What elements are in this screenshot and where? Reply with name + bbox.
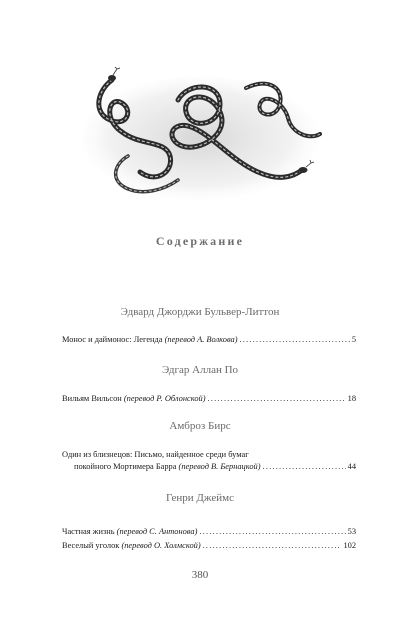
- entry-title: Частная жизнь: [62, 527, 115, 536]
- entry-title: Один из близнецов: Письмо, найденное среди бумаг: [62, 450, 249, 459]
- entry-translator: (перевод С. Антонова): [116, 527, 198, 536]
- toc-entry[interactable]: [62, 449, 356, 473]
- entry-title: Монос и даймонос: Легенда: [62, 335, 163, 344]
- page-number: 380: [191, 569, 209, 581]
- entry-page-number: 53: [347, 527, 356, 536]
- dot-leader: [203, 540, 342, 552]
- entry-page-number: 44: [347, 462, 356, 471]
- snake-head: [299, 167, 308, 173]
- entry-page-number: 5: [351, 335, 356, 344]
- contents-heading: Содержание: [155, 234, 245, 248]
- snakes-engraving-illustration: [70, 60, 330, 210]
- entry-title-continued: покойного Мортимера Барра: [74, 462, 177, 471]
- toc-entry[interactable]: [62, 526, 356, 538]
- entry-title: Вильям Вильсон: [62, 394, 122, 403]
- entry-page-number: 102: [343, 541, 356, 550]
- entry-translator: (перевод В. Бернацкой): [178, 462, 261, 471]
- dot-leader: [208, 393, 346, 405]
- entry-page-number: 18: [347, 394, 356, 403]
- entry-translator: (перевод Р. Облонской): [123, 394, 206, 403]
- dot-leader: [263, 461, 346, 473]
- entry-translator: (перевод А. Волкова): [164, 335, 238, 344]
- entry-translator: (перевод О. Холмской): [121, 541, 201, 550]
- snake-tongue: [113, 67, 120, 75]
- snake-head: [108, 75, 116, 81]
- author-name: Генри Джеймс: [166, 492, 234, 504]
- dot-leader: [240, 334, 350, 346]
- author-name: Эдвард Джорджи Бульвер-Литтон: [120, 306, 280, 318]
- toc-entry[interactable]: [62, 334, 356, 346]
- entry-title: Веселый уголок: [62, 541, 120, 550]
- author-name: Эдгар Аллан По: [161, 364, 239, 376]
- dot-leader: [199, 526, 345, 538]
- toc-entry[interactable]: [62, 393, 356, 405]
- author-name: Амброз Бирс: [169, 420, 231, 432]
- toc-entry[interactable]: [62, 540, 356, 552]
